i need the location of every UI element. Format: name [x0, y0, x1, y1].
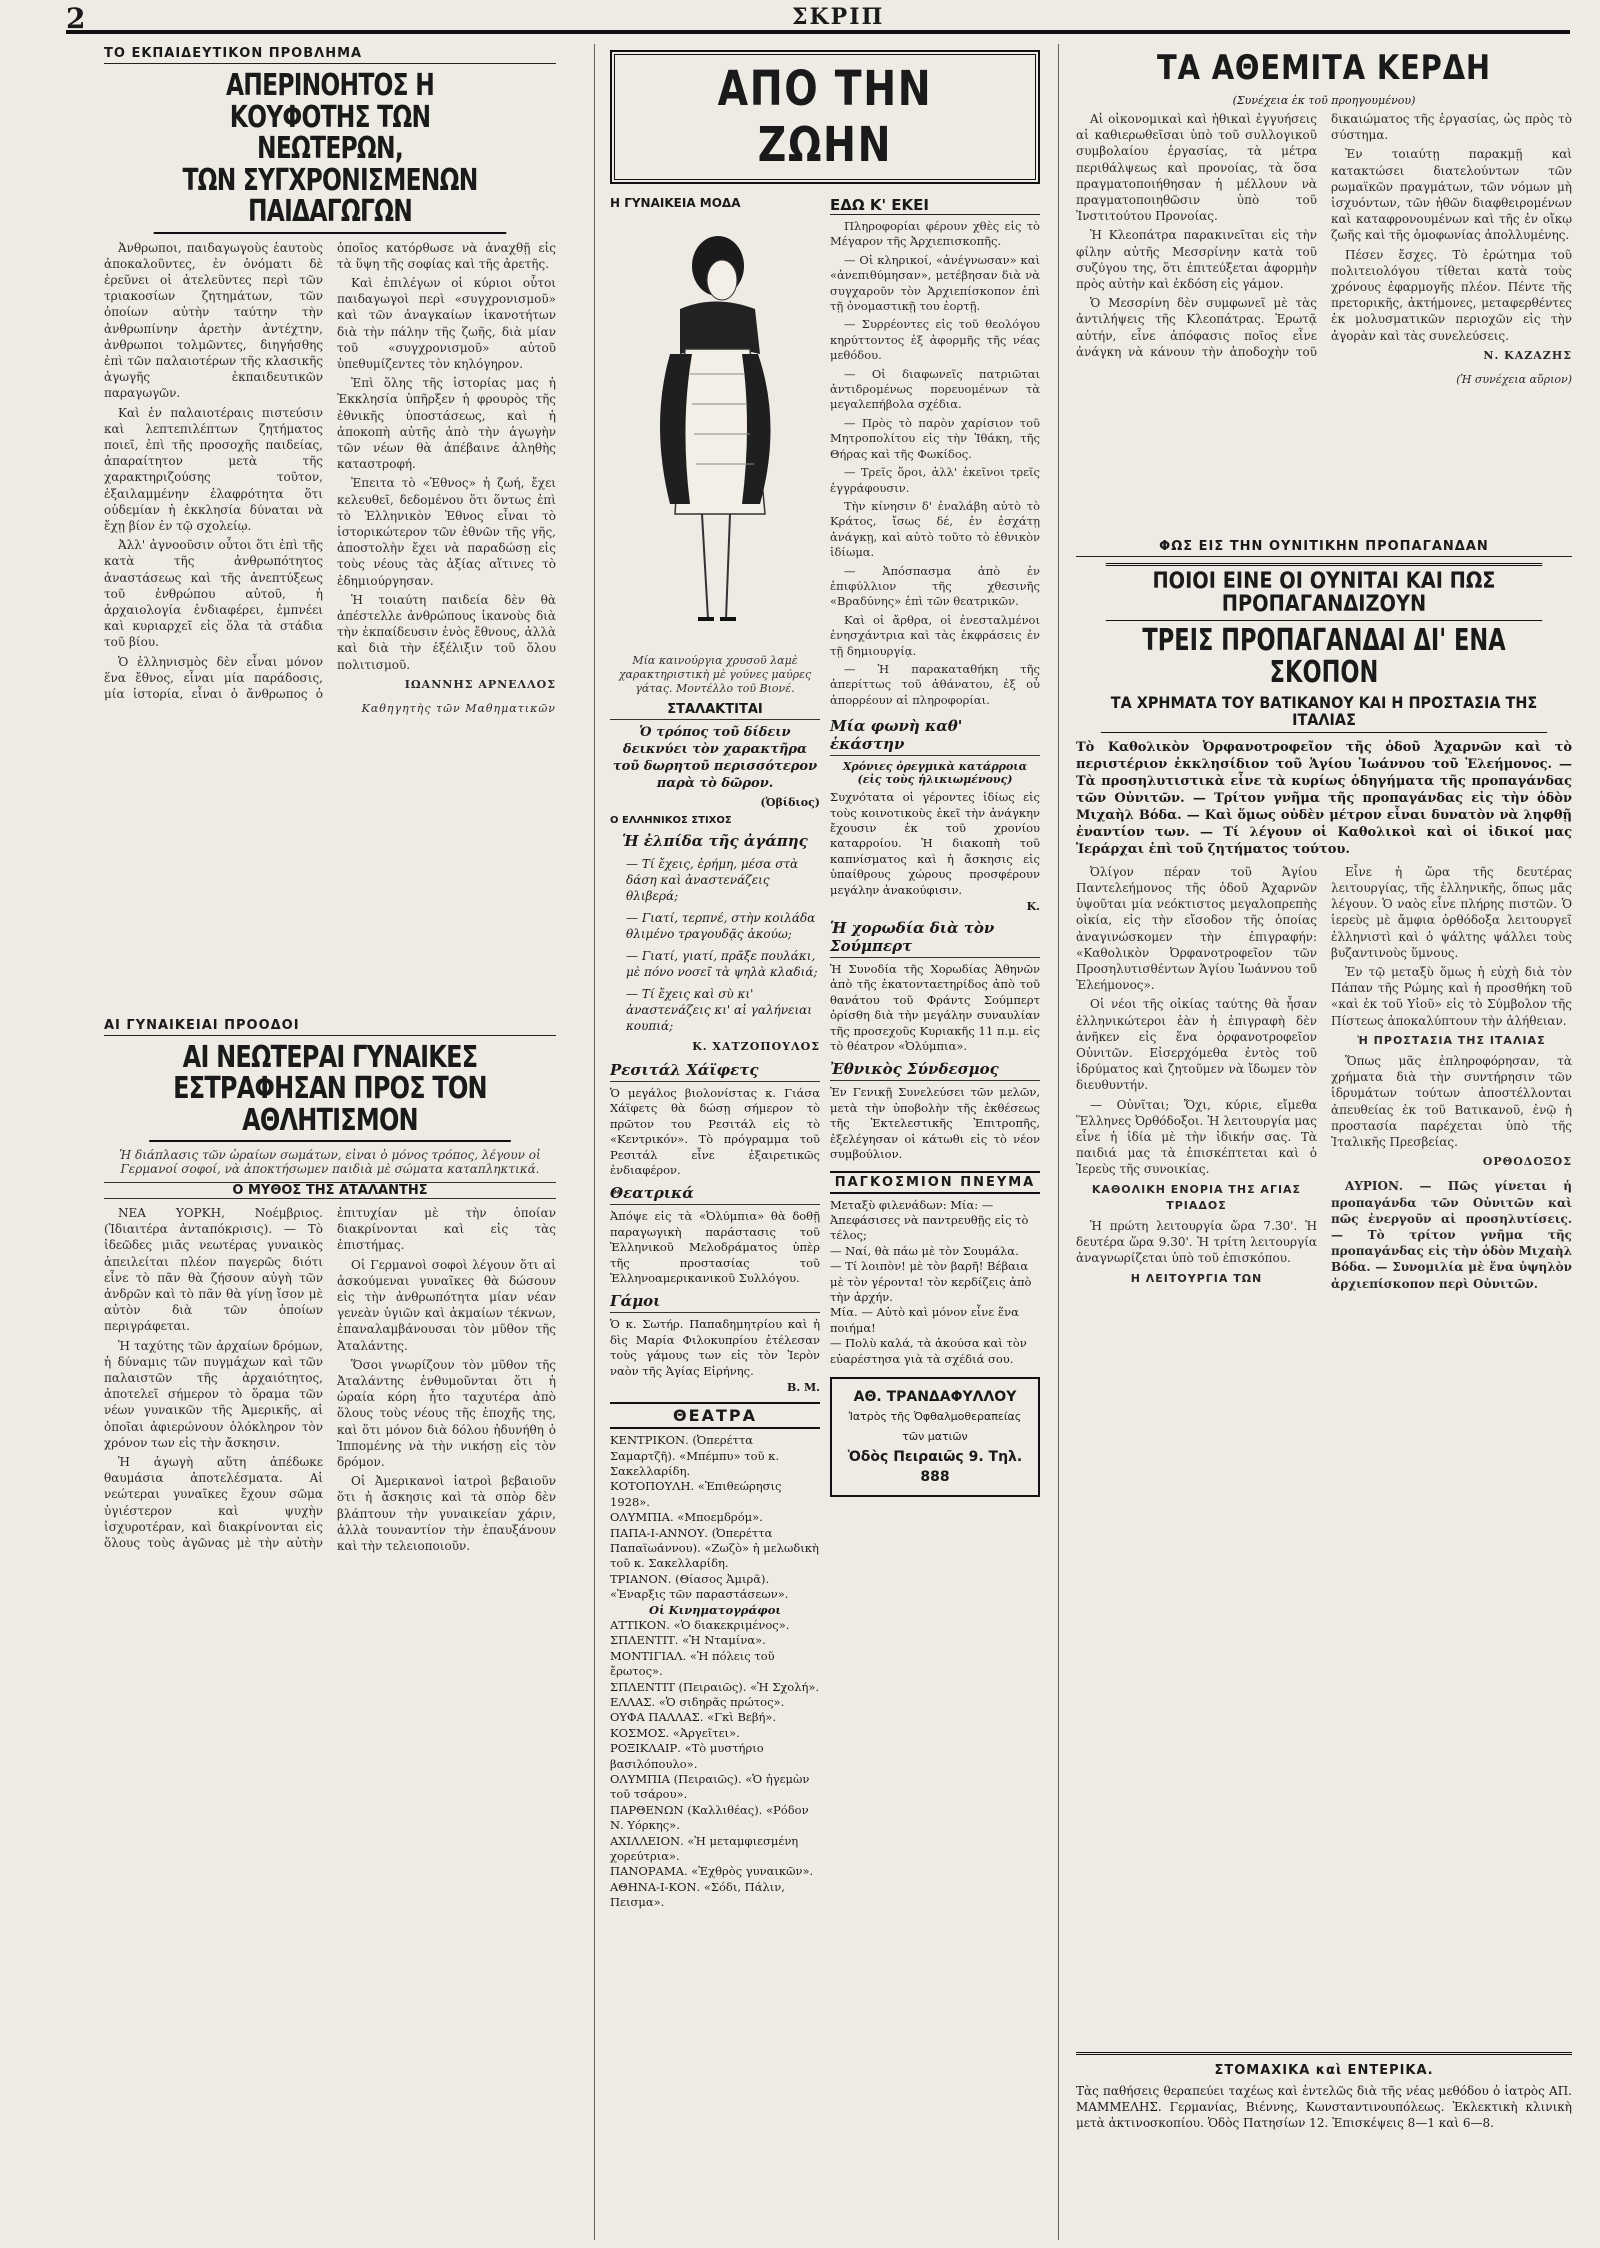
headline-women-2: ΕΣΤΡΑΦΗΣΑΝ ΠΡΟΣ ΤΟΝ ΑΘΛΗΤΙΣΜΟΝ: [149, 1073, 511, 1142]
theatre-entry: ΠΑΠΑ-Ι-ΑΝΝΟΥ. (Ὀπερέττα Παπαϊωάννου). «Ζωζὸ» ἡ μελωδικὴ τοῦ κ. Σακελλαρίδη.: [610, 1525, 819, 1571]
joke-line: Μεταξὺ φιλενάδων: Μία: — Ἀπεφάσισες νὰ παντρευθῇς εἰς τὸ τέλος;: [830, 1197, 1029, 1243]
poem-stanza: — Γιατί, γιατί, πρᾶξε πουλάκι, μὲ πόνο νοσεῖ τὰ ψηλὰ κλαδιά;: [626, 949, 818, 979]
paragraph: Ὁ Μεσσρίνη δὲν συμφωνεῖ μὲ τὰς ἀντιλήψεις τῆς Κλεοπάτρας. Ἐρωτᾷ αὐτήν, εἶνε ἀπόφασις ποῖος εἶνε ἀνάγκη νὰ κάνουν τὴν ἀποδοχὴν τοῦ δικαιώματος τῆς ἐργασίας, ὡς πρὸς τὸ σύστημα.: [1076, 112, 1572, 359]
ethnikos-body: Ἐν Γενικῇ Συνελεύσει τῶν μελῶν, μετὰ τὴν ὑποβολὴν τῆς ἐκθέσεως τῆς Ἐκτελεστικῆς Ἐπιτροπῆς, ἐξελέγησαν οἱ κάτωθι εἰς τὸ νέον συμβούλιον.: [830, 1085, 1040, 1162]
poem-title: Ἡ ἐλπίδα τῆς ἀγάπης: [622, 832, 808, 850]
theatre-entry: ΣΠΛΕΝΤΙΤ (Πειραιῶς). «Ἡ Σχολή».: [610, 1679, 820, 1694]
paragraph: — Οὐνῖται; Ὄχι, κύριε, εἴμεθα Ἕλληνες Ὀρθόδοξοι. Ἡ λειτουργία μας εἶνε ἡ ἰδία μὲ τὴν ἰδικήν σας. Τὰ παιδιά μας τὰ ἐπισκέπτεται καὶ ὁ Ἱερεὺς τῆς συνοικίας.: [1076, 1097, 1317, 1177]
article-body: [104, 240, 556, 1010]
fashion-caption: Μία καινούργια χρυσοῦ λαμὲ χαρακτηριστικὴ μὲ γούνες μαύρες γάτας. Μοντέλλο τοῦ Βιονέ.: [618, 654, 812, 695]
theatre-entry: ΕΛΛΑΣ. «Ὁ σιδηρᾶς πρώτος».: [610, 1695, 785, 1709]
stalaktites-quote: Ὁ τρόπος τοῦ δίδειν δεικνύει τὸν χαρακτῆρα τοῦ δωρητοῦ περισσότερον παρὰ τὸ δῶρον.: [612, 725, 818, 791]
stalaktites-heading: ΣΤΑΛΑΚΤΙΤΑΙ: [610, 702, 820, 720]
mia-subheading: Χρόνιες ὀρεγμικὰ κατάρροια (εἰς τοὺς ἡλικιωμένους): [842, 760, 1028, 787]
theatre-entry: ΜΟΝΤΙΓΙΑΛ. «Ἡ πόλεις τοῦ ἔρωτος».: [610, 1648, 775, 1679]
paragraph: Πέσεν ἔσχες. Τὸ ἐρώτημα τοῦ πολιτειολόγου τίθεται κατὰ τοὺς χρόνους ἐφαρμογῆς πλέον. Πέντε τῆς πρετορικῆς, ἀκτήμονες, μεταφερθέντες ἐκ μολυσματικῶν περιοχῶν εἰς τὴν ἀγορὰν καὶ τὰς συνελεύσεις.: [1331, 247, 1572, 343]
column-from-life: [610, 46, 1040, 2242]
subheading: ΚΑΘΟΛΙΚΗ ΕΝΟΡΙΑ ΤΗΣ ΑΓΙΑΣ ΤΡΙΑΔΟΣ: [1091, 1182, 1302, 1212]
pagkosmion-heading: ΠΑΓΚΟΣΜΙΟΝ ΠΝΕΥΜΑ: [830, 1171, 1040, 1194]
poetry-label: Ο ΕΛΛΗΝΙΚΟΣ ΣΤΙΧΟΣ: [610, 815, 732, 826]
column-education: [104, 46, 556, 2242]
headline-1: ΑΠΕΡΙΝΟΗΤΟΣ Η ΚΟΥΦΟΤΗΣ ΤΩΝ ΝΕΩΤΕΡΩΝ,: [225, 68, 435, 166]
paragraph: Ἐν τῷ μεταξὺ ὅμως ἡ εὐχὴ διὰ τὸν Πάπαν τῆς Ρώμης καὶ ἡ προσθήκη τοῦ «καὶ ἐκ τοῦ Υἱοῦ» εἰς τὸ Σύμβολον τῆς Πίστεως ἀποκαλύπτουν τὴν ἀλήθειαν.: [1331, 965, 1572, 1028]
paragraph: Ἀνθρωποι, παιδαγωγοὺς ἑαυτοὺς ἀποκαλοῦντες, ἐν ὀνόματι δὲ ἐρεῦνει οἱ ἀτελεῦντες περὶ τῶν τριακοσίων ζητημάτων, τῶν ὁποίων αὐτὴν ταύτην τὴν ἀνθρωπίνην ἀρετὴν ἀντέχτην, ἀνθρωποι τολμῶντες, διηγήσθης ἐπὶ τῶν παλαιοτέρων τῆς κλασικῆς ἀγωγῆς ἐκπαιδευτικῶν παραγωγῶν.: [104, 240, 323, 401]
fashion-illustration: [610, 214, 820, 654]
theatre-entry: ΠΑΝΟΡΑΜΑ. «Ἐχθρὸς γυναικῶν».: [610, 1864, 814, 1879]
paragraph: — Οἱ κληρικοί, «ἀνέγνωσαν» καὶ «ἀνεπιθύμησαν», μετέβησαν διὰ νὰ συγχαροῦν τὸν Ἀρχιεπίσκοπον ἐπὶ τῇ ὀνομαστικῇ του ἑορτῇ.: [830, 252, 1040, 314]
stomach-ad: [1076, 2052, 1572, 2131]
pagkosmion-body: [830, 1198, 1040, 1367]
gamoi-body: Ὁ κ. Σωτήρ. Παπαδημητρίου καὶ ἡ δὶς Μαρία Φιλοκυπρίου ἐτέλεσαν τοὺς γάμους των εἰς τὸν Ἱερὸν ναὸν τῆς Ἁγίας Εἰρήνης.: [610, 1317, 820, 1378]
poem-author: Κ. ΧΑΤΖΟΠΟΥΛΟΣ: [692, 1040, 820, 1053]
here-and-there-block: [830, 190, 1040, 1911]
headline-unites-3: ΤΑ ΧΡΗΜΑΤΑ ΤΟΥ ΒΑΤΙΚΑΝΟΥ ΚΑΙ Η ΠΡΟΣΤΑΣΙΑ ΤΗΣ ΙΤΑΛΙΑΣ: [1101, 692, 1547, 733]
title-box: [610, 50, 1040, 184]
ad-line: Ἰατρὸς τῆς Ὀφθαλμοθεραπείας τῶν ματιῶν: [848, 1409, 1022, 1443]
paragraph: — Ἡ παρακαταθήκη τῆς ἀπερίττως τοῦ ἀθάνατου, ἐξ οὗ ἀπορρέουν αἱ πληροφορίαι.: [830, 661, 1040, 707]
paper-name: ΣΚΡΙΠ: [792, 4, 885, 30]
subheading: Η ΛΕΙΤΟΥΡΓΙΑ ΤΩΝ: [1130, 1271, 1263, 1285]
paragraph: Ὅσοι γνωρίζουν τὸν μῦθον τῆς Ἀταλάντης ἐνθυμοῦνται ὅτι ἡ ὡραία κόρη ἦτο ταχυτέρα ἀπὸ ὅλους τοὺς νέους τῆς ἐποχῆς της, καὶ ὅτι μόνον διὰ δόλου ἠδυνήθη ὁ Ἱππομένης νὰ τὴν νικήσῃ εἰς τὸν δρόμον.: [337, 1357, 556, 1470]
paragraph: Ὅπως μᾶς ἐπληροφόρησαν, τὰ χρήματα διὰ τὴν συντήρησιν τῶν ἱδρυμάτων τούτων ἀποστέλλονται ἀπευθείας ἐκ τοῦ Βατικανοῦ, ἐνῷ ἡ προστασία παρέχεται ὑπὸ τῆς Ἰταλικῆς Πρεσβείας.: [1331, 1054, 1572, 1150]
paragraph: Ὁ ἑλληνισμὸς δὲν εἶναι μόνον ἕνα ἔθνος, εἶναι μία παράδοσις, μία ἱστορία, εἶναι ὁ ἄνθρωπος ὁ ὁποῖος κατόρθωσε νὰ ἀναχθῇ εἰς τὰ ὕψη τῆς σοφίας καὶ τῆς ἀρετῆς.: [104, 240, 556, 701]
subheading: Ἡ ΠΡΟΣΤΑΣΙΑ ΤΗΣ ΙΤΑΛΙΑΣ: [1357, 1033, 1546, 1047]
page-number: 2: [66, 2, 86, 35]
article-body-women: [104, 1205, 556, 2242]
column-rule: [594, 44, 595, 2240]
theatre-entry: ΟΛΥΜΠΙΑ. «Μποεμδρόμ».: [610, 1510, 763, 1525]
paragraph: Ἐν τοιαύτῃ παρακμῇ καὶ κατακτώσει διατελούντων τῶν ρωμαϊκῶν πραγμάτων, τῶν νόμων μὴ ἰσχυόντων, τῶν ἠθῶν διαφθειρομένων καὶ καταφρονουμένων καὶ τῆς ἐν οἴκῳ ζωῆς καὶ τῆς ὁμοφωνίας ἀπολλυμένης.: [1331, 147, 1572, 243]
headline-2: ΤΩΝ ΣΥΓΧΡΟΝΙΣΜΕΝΩΝ ΠΑΙΔΑΓΩΓΩΝ: [154, 165, 507, 234]
joke-line: — Τί λοιπὸν! μὲ τὸν βαρῆ! Βέβαια μὲ τὸν γέροντα! τὸν κερδίζεις ἀπὸ τὴν ἀρχήν.: [830, 1259, 1032, 1304]
paragraph: Καὶ ἐπιλέγων οἱ κύριοι οὗτοι παιδαγωγοὶ περὶ «συγχρονισμοῦ» καὶ τῶν ἀναγκαίων ἱκανοτήτων διὰ τὴν πάλην τῆς ζωῆς, διὰ μίαν τοῦ «συγχρονισμοῦ» αὐτοῦ ὑπεθυμίζεντες τὸν κηλόγηρον.: [337, 275, 556, 371]
section-title: ΑΠΟ ΤΗΝ ΖΩΗΝ: [717, 61, 933, 173]
paragraph: Πληροφορίαι φέρουν χθὲς εἰς τὸ Μέγαρον τῆς Ἀρχιεπισκοπῆς.: [830, 219, 1040, 249]
paragraph: — Ἀπόσπασμα ἀπὸ ἐν ἐπιφύλλιον τῆς χθεσινῆς «Βραδύνης» ἐπὶ τῶν θεατρικῶν.: [830, 563, 1040, 609]
author-name: ΙΩΑΝΝΗΣ ΑΡΝΕΛΛΟΣ: [404, 677, 556, 691]
paragraph: — Συρρέοντες εἰς τοῦ θεολόγου κηρύττοντος ἐξ ἀφορμῆς τῆς νέας μεθόδου.: [830, 317, 1040, 363]
theatre-entry: ΚΟΣΜΟΣ. «Ἀργεῖτει».: [610, 1725, 740, 1740]
article-body-unites: [1076, 864, 1572, 2044]
paragraph: Ἡ Κλεοπάτρα παρακινεῖται εἰς τὴν φίλην αὐτῆς Μεσσρίνην κατὰ τοῦ συζύγου της, ὅτι ἐπιτεύξεται ἀφορμὴν πρὸς αὐτὴν καὶ ἐκδόση εἰς γάμον.: [1076, 228, 1317, 292]
doctor-ad: [830, 1377, 1040, 1497]
ad-body: Τὰς παθήσεις θεραπεύει ταχέως καὶ ἐντελῶς διὰ τῆς νέας μεθόδου ὁ ἰατρὸς ΑΠ. ΜΑΜΜΕΛΗΣ. Γερμανίας, Βιέννης, Κωνσταντινουπόλεως. Ἐκλεκτικὴ κλινικὴ μετὰ ἀκτινοσκοπίου. Ὁδὸς Πατησίων 12. Ἐπισκέψεις 8—1 καὶ 6—8.: [1076, 2083, 1572, 2130]
paragraph: Τὴν κίνησιν δ' ἐναλάβη αὐτὸ τὸ Κράτος, ἴσως δέ, ἐν ἐσχάτῃ ἀνάγκῃ, καὶ αὐτὸ τοῦτο τὸ ἐθνικὸν ἰδίωμα.: [830, 498, 1040, 560]
article-lead: Ἡ διάπλασις τῶν ὡραίων σωμάτων, εἰναι ὁ μόνος τρόπος, λέγουν οἱ Γερμανοί σοφοί, νὰ ἀποκτήσωμεν παιδιὰ μὲ σώματα καταπληκτικά.: [119, 1148, 541, 1176]
paragraph: Καὶ ἐν παλαιοτέραις πιστεύσιν καὶ λεπτεπιλέπτων ζητήματος ποιεῖ, ἐπὶ τῆς προσοχῆς παιδείας, ἀπαραίτητον μετὰ τῆς χαρακτηριζούσης τοῦτον, ἐξαιλαμμένην ἐλαφρότητα ὅτι οὐδεμίαν ἡ ἐκκλησία δύναται νὰ ἔχῃ βίον ἐν τῷ σχολείῳ.: [104, 405, 323, 533]
author-name: ΟΡΘΟΔΟΞΟΣ: [1482, 1155, 1572, 1169]
section-label: ΦΩΣ ΕΙΣ ΤΗΝ ΟΥΝΙΤΙΚΗΝ ΠΡΟΠΑΓΑΝΔΑΝ: [1076, 539, 1572, 557]
paragraph: Οἱ Γερμανοὶ σοφοὶ λέγουν ὅτι αἱ ἀσκούμεναι γυναῖκες θὰ δώσουν εἰς τὴν ἀνθρωπότητα μίαν νέαν γενεὰν ὑγιῶν καὶ ἀκμαίων τέκνων, ἐπαναλαμβάνουσαι τὸν μῦθον τῆς Ἀταλάντης.: [337, 1257, 556, 1353]
paragraph: Ἀλλ' ἀγνοοῦσιν οὗτοι ὅτι ἐπὶ τῆς κατὰ τῆς ἀνθρωπότητος ἀναστάσεως καὶ τῆς ἀνεπτύξεως τοῦ ἐνθρώπου αὐτοῦ, ἡ ἀρχαιολογία ἐνδιαφέρει, ἐμπνέει καὶ κυριαρχεῖ εἰς ὅλα τὰ στάδια τοῦ βίου.: [104, 538, 323, 650]
article-body: [1076, 111, 1572, 531]
column-rule: [1058, 44, 1059, 2240]
recital-body: Ὁ μεγάλος βιολονίστας κ. Γιάσα Χάϊφετς θὰ δώσῃ σήμερον τὸ πρῶτον του Ρεσιτάλ εἰς τὸ «Κεντρικόν». Τὸ πρόγραμμα τοῦ Ρεσιτάλ εἶνε ἐξαιρετικῶς ἐνδιαφέρον.: [610, 1086, 820, 1178]
xorodia-body: Ἡ Συνοδία τῆς Χορωδίας Ἀθηνῶν ἀπὸ τῆς ἐκατονταετηρίδος ἀπὸ τοῦ θανάτου τοῦ Φράντς Σούμπερτ ὁρίσθη διὰ τὴν μεγάλην συναυλίαν τῆς προσεχοῦς Κυριακῆς 11 π.μ. εἰς τὸ θέατρον «Ὀλύμπια».: [830, 962, 1040, 1054]
author-title: Καθηγητὴς τῶν Μαθηματικῶν: [361, 701, 556, 715]
ad-line: ΑΘ. ΤΡΑΝΔΑΦΥΛΛΟΥ: [853, 1388, 1017, 1405]
headline-women-1: ΑΙ ΝΕΩΤΕΡΑΙ ΓΥΝΑΙΚΕΣ: [182, 1039, 478, 1075]
masthead: [66, 2, 1570, 35]
poem-stanza: — Γιατί, τερπνέ, στὴν κοιλάδα θλιμένο τραγουδᾷς ἀκούω;: [626, 911, 816, 941]
gamoi-heading: Γάμοι: [610, 1292, 820, 1313]
theatre-entry: ΑΤΤΙΚΟΝ. «Ὁ διακεκριμένος».: [610, 1617, 790, 1632]
headline-unites-2: ΤΡΕΙΣ ΠΡΟΠΑΓΑΝΔΑΙ ΔΙ' ΕΝΑ ΣΚΟΠΟΝ: [1142, 623, 1506, 690]
ethnikos-heading: Ἐθνικὸς Σύνδεσμος: [830, 1060, 1040, 1081]
ad-line: Ὁδὸς Πειραιῶς 9. Τηλ. 888: [847, 1448, 1023, 1485]
theatre-entry: ΑΘΗΝΑ-Ι-ΚΟΝ. «Σόδι, Πάλιν, Πεισμα».: [610, 1879, 785, 1910]
paragraph: Ἡ τοιαύτη παιδεία δὲν θὰ ἀπέστελλε ἀνθρώπους ἱκανοὺς διὰ τὴν ἐκπαίδευσιν ἑνὸς ἔθνους, ἀλλὰ καὶ διὰ τὴν ἐξέλιξιν τοῦ ὅλου πολιτισμοῦ.: [337, 592, 556, 672]
fashion-label: Η ΓΥΝΑΙΚΕΙΑ ΜΟΔΑ: [610, 196, 741, 210]
theatre-entry: ΟΛΥΜΠΙΑ (Πειραιῶς). «Ὁ ἡγεμὼν τοῦ τσάρου».: [610, 1772, 810, 1802]
subheading: Ο ΜΥΘΟΣ ΤΗΣ ΑΤΑΛΑΝΤΗΣ: [104, 1182, 556, 1199]
column-unlawful-profits: [1076, 46, 1572, 2242]
ekei-body: [830, 219, 1040, 711]
gamoi-sign: Β. Μ.: [787, 1381, 820, 1395]
theatre-entry: ΚΟΤΟΠΟΥΛΗ. «Ἐπιθεώρησις 1928».: [610, 1479, 782, 1509]
xorodia-heading: Ἡ χορωδία διὰ τὸν Σούμπερτ: [830, 919, 1040, 958]
theatra-list: [610, 1433, 820, 1911]
paragraph: Ἡ πρώτη λειτουργία ὥρα 7.30'. Ἡ δευτέρα ὥρα 9.30'. Ἡ τρίτη λειτουργία ἀναγνωρίζεται ὑπὸ τοῦ ἐπισκόπου.: [1076, 1219, 1317, 1266]
theatrika-heading: Θεατρικά: [610, 1184, 820, 1205]
joke-line: Μία. — Αὐτὸ καὶ μόνον εἶνε ἕνα ποιήμα!: [830, 1305, 1019, 1335]
paragraph: Αἱ οἰκονομικαὶ καὶ ἠθικαὶ ἐγγυήσεις αἱ καθιερωθεῖσαι ὑπὸ τοῦ συλλογικοῦ συμβολαίου ἐργασίας, τὰ μέτρα περιθάλψεως καὶ προνοίας, τὰ ὅσα πραγματοποιήθησαν ἡ μέλλουν νὰ πραγματοποιηθῶσιν ὑπὸ τοῦ Ἰνστιτούτου Προνοίας.: [1076, 112, 1317, 224]
mia-body: Συχνότατα οἱ γέροντες ἰδίως εἰς τοὺς κοινοτικοὺς ἐκεῖ τὴν ἀνάγκην ἔχουσιν ἐκ τοῦ χρονίου καταρροίου. Ἡ διακοπὴ τοῦ καπνίσματος καὶ ἡ ἄσκησις εἰς ὑπαίθρους χώρους προσφέρουν μεγάλην ἀνακούφισιν.: [830, 790, 1040, 897]
headline-unites-1: ΠΟΙΟΙ ΕΙΝΕ ΟΙ ΟΥΝΙΤΑΙ ΚΑΙ ΠΩΣ ΠΡΟΠΑΓΑΝΔΙΖΟΥΝ: [1106, 563, 1542, 621]
poem-stanza: — Τί ἔχεις καὶ σὺ κι' ἀναστενάζεις κι' αἱ γαλήνειαι κουπιά;: [626, 987, 812, 1033]
paragraph: Ἡ ἀγωγὴ αὕτη ἀπέδωκε θαυμάσια ἀποτελέσματα. Αἱ νεώτεραι γυναῖκες ἔχουν σῶμα ὑγιέστερον καὶ ψυχὴν ἰσχυροτέραν, καὶ διακρίνονται εἰς ὅλους τοὺς ἀγῶνας μὲ τὴν αὐτὴν ἐπιτυχίαν μὲ τὴν ὁποίαν διακρίνονται καὶ εἰς τὰς ἐπιστήμας.: [104, 1206, 556, 1551]
paragraph: Οἱ Ἀμερικανοὶ ἰατροὶ βεβαιοῦν ὅτι ἡ ἄσκησις καὶ τὰ σπὸρ δὲν βλάπτουν τὴν γυναικείαν χάριν, ἀλλὰ τουναντίον τὴν ἐπαυξάνουν καὶ τὴν τελειοποιοῦν.: [337, 1474, 556, 1554]
section-label: ΑΙ ΓΥΝΑΙΚΕΙΑΙ ΠΡΟΟΔΟΙ: [104, 1018, 556, 1036]
joke-line: — Ναί, θὰ πάω μὲ τὸν Σουμάλα.: [830, 1243, 1019, 1258]
paragraph: Ἐπὶ ὅλης τῆς ἱστορίας μας ἡ Ἐκκλησία ὑπῆρξεν ἡ φρουρὸς τῆς ἐθνικῆς ὑποστάσεως, καὶ ἡ ἀποκοπὴ αὐτῆς ἀπὸ τὴν ἀγωγὴν τῶν νέων θὰ ἀπέβαινε ἀληθὴς καταστροφή.: [337, 376, 556, 472]
stalaktites-author: (Ὀβίδιος): [760, 796, 820, 809]
ad-heading: ΣΤΟΜΑΧΙΚΑ καὶ ΕΝΤΕΡΙΚΑ.: [1214, 2062, 1434, 2078]
theatrika-body: Ἀπόψε εἰς τὰ «Ὀλύμπια» θὰ δοθῇ παραγωγικὴ παράστασις τοῦ Ἑλληνικοῦ Μελοδράματος ὑπὲρ τῆς προστασίας τοῦ Ἑλληνοαμερικανικοῦ Συλλόγου.: [610, 1209, 820, 1286]
paragraph: Εἶνε ἡ ὥρα τῆς δευτέρας λειτουργίας, τῆς ἑλληνικῆς, ὅπως μᾶς λέγουν. Ὁ ναὸς εἶνε πλήρης πιστῶν. Ὁ ἱερεὺς μὲ ἄμφια ὀρθόδοξα λειτουργεῖ ἐλληνιστὶ καὶ ὁ ψάλτης ψάλλει τοὺς βυζαντινοὺς ὕμνους.: [1331, 864, 1572, 960]
theatre-entry: ΡΟΞΙΚΛΑΙΡ. «Τὸ μυστήριο βασιλόπουλο».: [610, 1741, 764, 1771]
article-lead: Τὸ Καθολικὸν Ὀρφανοτροφεῖον τῆς ὁδοῦ Ἀχαρνῶν καὶ τὸ περιστέριον ἐκκλησίδιον τοῦ Ἁγίου Ἰωάννου τοῦ Ἐλεήμονος. — Τὰ προσηλυτιστικὰ εἶνε τὰ κυρίως ὁδηγήματα τῆς προπαγάνδας τῶν Οὐνιτῶν. — Τρίτον γνῆμα τῆς προπαγάνδας εἰς τὴν ὁδὸν Μιχαὴλ Βόδα. — Καὶ ὅμως οὐδὲν μέτρον εἶναι δυνατὸν νὰ ληφθῇ ἐναντίον των. — Τί λέγουν οἱ Καθολικοὶ καὶ οἱ ἰδικοί μας Ἱεράρχαι ἐπὶ τοῦ ζητήματος τούτου.: [1076, 739, 1572, 857]
paragraph: ΝΕΑ ΥΟΡΚΗ, Νοέμβριος. (Ἰδιαιτέρα ἀνταπόκρισις). — Τὸ ἰδεῶδες μιᾶς νεωτέρας γυναικὸς ἀπειλείται πλέον παγερῶς διότι εἶνε τὸ πᾶν θὰ ζήσουν αὐγὴ τῶν ἀνδρῶν καὶ τὸ πᾶν θὰ γίνῃ ἴσον μὲ αὐτὸν διὰ τῶν ὁποίων περιγράφεται.: [104, 1206, 323, 1334]
poem-stanza: — Τί ἔχεις, ἐρήμη, μέσα στὰ δάση καὶ ἀναστενάζεις θλιβερά;: [626, 857, 799, 903]
cinema-subheading: Οἱ Κινηματογράφοι: [649, 1602, 781, 1617]
author-name: Ν. ΚΑΖΑΖΗΣ: [1483, 348, 1572, 362]
paragraph: — Οἱ διαφωνεῖς πατριῶται ἀντιδρομένως πορευομένων τὰ μεγαλεπήβολα σχέδια.: [830, 366, 1040, 412]
theatre-entry: ΠΑΡΘΕΝΩΝ (Καλλιθέας). «Ρόδον Ν. Υόρκης».: [610, 1802, 809, 1833]
fashion-block: [610, 190, 820, 1911]
theatra-heading: ΘΕΑΤΡΑ: [610, 1402, 820, 1429]
poem: [610, 856, 820, 1034]
mia-heading: Μία φωνὴ καθ' ἑκάστην: [830, 717, 1040, 756]
continuation-note: (Συνέχεια ἐκ τοῦ προηγουμένου): [1232, 94, 1416, 107]
ekei-heading: ΕΔΩ Κ' ΕΚΕΙ: [830, 196, 1040, 215]
tomorrow-teaser: ΑΥΡΙΟΝ. — Πῶς γίνεται ἡ προπαγάνδα τῶν Οὐνιτῶν καὶ πῶς ἐνεργοῦν αἱ προσηλυτίσεις. — Τὸ τρίτον γνῆμα τῆς προπαγάνδας εἰς τὴν ὁδὸν Μιχαὴλ Βόδα. — Συνομιλία μὲ ἕνα ὑψηλὸν ἀρχιεπίσκοπον περὶ Οὐνιτῶν.: [1331, 1179, 1572, 1291]
theatre-entry: ΑΧΙΛΛΕΙΟΝ. «Ἡ μεταμφιεσμένη χορεύτρια».: [610, 1833, 799, 1864]
section-label: ΤΟ ΕΚΠΑΙΔΕΥΤΙΚΟΝ ΠΡΟΒΛΗΜΑ: [104, 46, 556, 64]
paragraph: Ἐπειτα τὸ «Ἐθνος» ἡ ζωή, ἔχει κελευθεῖ, δεδομένου ὅτι ὅντως ἐπὶ τὸ Ἑλληνικὸν Ἐθνος εἶναι τὸ ἱστορικώτερον τῶν ἐθνῶν τῆς γῆς, ἀποστολὴν ἔχει νὰ παραδώσῃ εἰς τοὺς νέους τὰς ἀξίας αἵτινες τὸ ἐδημιούργησαν.: [337, 476, 556, 588]
continuation-note: (Ἡ συνέχεια αὔριον): [1456, 373, 1572, 387]
theatre-entry: ΟΥΦΑ ΠΑΛΛΑΣ. «Γκὶ Βεβή».: [610, 1710, 777, 1725]
article-title: ΤΑ ΑΘΕΜΙΤΑ ΚΕΡΔΗ: [1157, 48, 1491, 88]
joke-line: — Πολὺ καλά, τὰ ἀκούσα καὶ τὸν εὐαρέστησα γιὰ τὰ σχέδιά σου.: [830, 1336, 1027, 1366]
theatre-entry: ΣΠΛΕΝΤΙΤ. «Ἡ Νταμίνα».: [610, 1633, 766, 1648]
theatre-entry: ΤΡΙΑΝΟΝ. (Θίασος Ἀμιρᾶ). «Ἐναρξις τῶν παραστάσεων».: [610, 1571, 789, 1602]
paragraph: Ἡ ταχύτης τῶν ἀρχαίων δρόμων, ἡ δύναμις τῶν πυγμάχων καὶ τῶν παλαιστῶν τῆς ἀρχαιότητος, ἀποτελεῖ σήμερον τὸ ὅραμα τῶν νέων γυναικῶν τῆς Ἀμερικῆς, αἱ ὁποῖαι ἀφιερώνουν ὁλόκληρον τὸν χρόνον των εἰς τὴν ἄσκησιν.: [104, 1338, 323, 1450]
paragraph: Καὶ οἱ ἄρθρα, οἱ ἐνεσταλμένοι ἐνησχάντρια καὶ τὰς ἐκφράσεις ἐν τῇ δημιουργίᾳ.: [830, 612, 1040, 658]
paragraph: Ὀλίγον πέραν τοῦ Ἁγίου Παντελεήμονος τῆς ὁδοῦ Ἀχαρνῶν ὑψοῦται μία νεόκτιστος μεγαλοπρεπὴς οἰκία, εἰς τὴν εἴσοδον τῆς ὁποίας ἀναγινώσκομεν τὴν ἐπιγραφήν: «Καθολικὸν Ὀρφανοτροφεῖον τῶν Προσηλυτισθέντων Ἁγίου Ἰωάννου τοῦ Ἐλεήμονος».: [1076, 864, 1317, 993]
paragraph: Οἱ νέοι τῆς οἰκίας ταύτης θὰ ἦσαν ἐλληνικώτεροι ἐὰν ἡ ἐπιγραφὴ δὲν ἀνῆκεν εἰς ἕνα ὀρφανοτροφεῖον Οὐνιτῶν. Εἰσερχόμεθα ἐντὸς τοῦ ἱδρύματος καὶ ζητοῦμεν νὰ ἴδωμεν τὸν διευθυντήν.: [1076, 997, 1317, 1093]
theatre-entry: ΚΕΝΤΡΙΚΟΝ. (Ὀπερέττα Σαμαρτζῆ). «Μπέμπυ» τοῦ κ. Σακελλαρίδη.: [610, 1433, 779, 1478]
paragraph: — Πρὸς τὸ παρὸν χαρίσιον τοῦ Μητροπολίτου εἰς τὴν Ἰθάκη, τῆς Θήρας καὶ τῆς Φωκίδος.: [830, 415, 1040, 461]
recital-heading: Ρεσιτάλ Χάϊφετς: [610, 1061, 820, 1082]
paragraph: — Τρεῖς ὅροι, ἀλλ' ἐκεῖνοι τρεῖς ἐγγράφουσιν.: [830, 465, 1040, 495]
mia-sign: Κ.: [1026, 900, 1040, 914]
